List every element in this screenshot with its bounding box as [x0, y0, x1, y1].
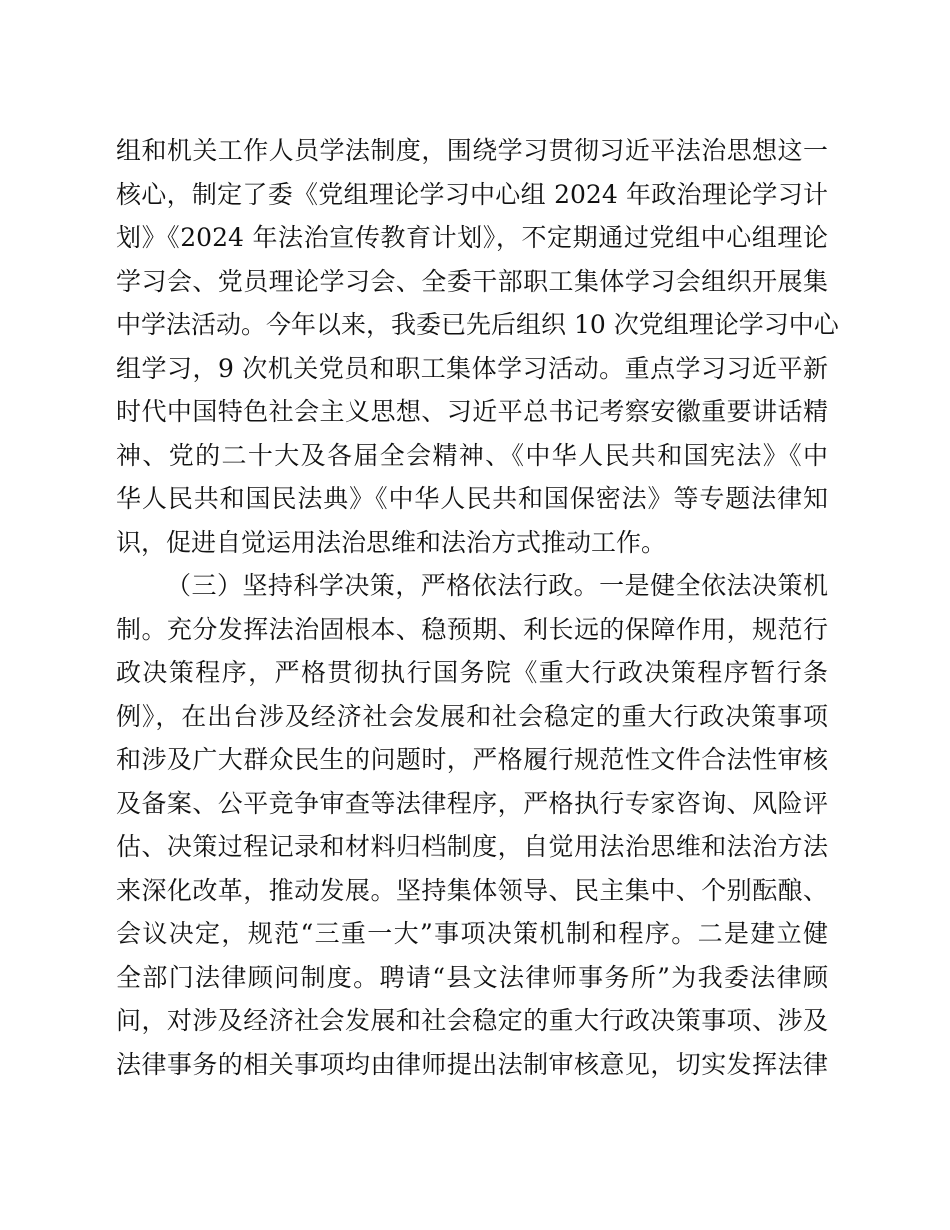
text-line: 法律事务的相关事项均由律师提出法制审核意见，切实发挥法律	[116, 1049, 828, 1079]
text-line: 华人民共和国民法典》《中华人民共和国保密法》等专题法律知	[116, 484, 828, 513]
text-line: 全部门法律顾问制度。聘请“县文法律师事务所”为我委法律顾	[116, 962, 828, 992]
text-line: 划》《2024 年法治宣传教育计划》，不定期通过党组中心组理论	[116, 223, 828, 252]
text-line: 中学法活动。今年以来，我委已先后组织 10 次党组理论学习中心	[116, 310, 839, 339]
text-line: 会议决定，规范“三重一大”事项决策机制和程序。二是建立健	[116, 919, 828, 948]
text-line: 组和机关工作人员学法制度，围绕学习贯彻习近平法治思想这一	[116, 136, 828, 165]
text-line: 制。充分发挥法治固根本、稳预期、利长远的保障作用，规范行	[116, 614, 828, 644]
text-line: 和涉及广大群众民生的问题时，严格履行规范性文件合法性审核	[116, 745, 828, 774]
text-line: 估、决策过程记录和材料归档制度，自觉用法治思维和法治方法	[116, 832, 828, 861]
text-line: 时代中国特色社会主义思想、习近平总书记考察安徽重要讲话精	[116, 397, 828, 426]
text-line: 学习会、党员理论学习会、全委干部职工集体学习会组织开展集	[116, 266, 828, 296]
text-line: 来深化改革，推动发展。坚持集体领导、民主集中、个别酝酿、	[116, 875, 828, 905]
text-line: 组学习，9 次机关党员和职工集体学习活动。重点学习习近平新	[116, 353, 828, 383]
text-line: 例》，在出台涉及经济社会发展和社会稳定的重大行政决策事项	[116, 701, 828, 731]
section-heading-line: （三）坚持科学决策，严格依法行政。一是健全依法决策机	[166, 571, 828, 600]
text-line: 神、党的二十大及各届全会精神、《中华人民共和国宪法》《中	[116, 440, 828, 470]
text-line: 问，对涉及经济社会发展和社会稳定的重大行政决策事项、涉及	[116, 1006, 828, 1035]
document-body	[116, 129, 839, 1086]
text-line: 识，促进自觉运用法治思维和法治方式推动工作。	[116, 527, 667, 557]
text-line: 核心，制定了委《党组理论学习中心组 2024 年政治理论学习计	[116, 179, 828, 209]
text-line: 及备案、公平竞争审查等法律程序，严格执行专家咨询、风险评	[116, 788, 828, 818]
text-line: 政决策程序，严格贯彻执行国务院《重大行政决策程序暂行条	[116, 658, 828, 687]
